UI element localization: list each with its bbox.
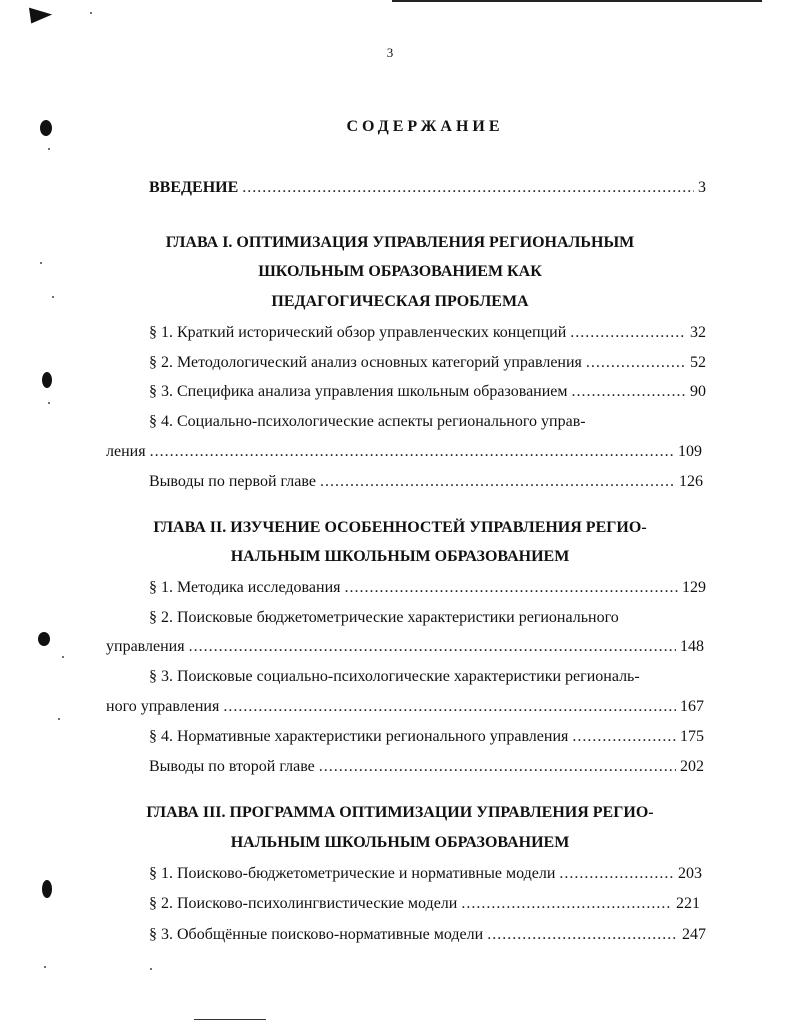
toc-entry-page: 52 <box>690 354 706 371</box>
binder-hole-3 <box>38 632 50 646</box>
chapter1-title-line3: ПЕДАГОГИЧЕСКАЯ ПРОБЛЕМА <box>271 293 529 310</box>
toc-entry-ch3-s1 <box>149 864 702 884</box>
leader-dots <box>559 864 674 884</box>
chapter2-title-line1: ГЛАВА II. ИЗУЧЕНИЕ ОСОБЕННОСТЕЙ УПРАВЛЕНИЯ РЕГИО- <box>153 519 647 536</box>
toc-entry-ch2-s2-line1: § 2. Поисковые бюджетометрические характеристики регионального <box>149 609 619 626</box>
binder-hole-2 <box>42 372 52 388</box>
toc-entry-ch2-conclusions <box>149 757 704 777</box>
toc-entry-ch1-conclusions <box>149 472 703 492</box>
toc-entry-label: § 1. Методика исследования <box>149 579 341 596</box>
chapter3-title-line2: НАЛЬНЫМ ШКОЛЬНЫМ ОБРАЗОВАНИЕМ <box>230 834 570 851</box>
scan-top-edge-line <box>392 0 762 2</box>
leader-dots <box>487 925 678 945</box>
toc-entry-label: § 1. Краткий исторический обзор управленческих концепций <box>149 324 567 341</box>
toc-entry-ch2-s2 <box>106 637 704 657</box>
toc-entry-ch1-s2 <box>149 353 706 373</box>
toc-entry-ch3-s2 <box>149 894 700 914</box>
toc-entry-page: 202 <box>680 758 704 775</box>
toc-entry-ch2-s4 <box>149 727 704 747</box>
leader-dots <box>319 757 676 777</box>
toc-entry-ch1-s3 <box>149 382 706 402</box>
scan-corner-mark <box>29 5 53 24</box>
toc-entry-page: 247 <box>682 926 706 943</box>
leader-dots <box>189 637 676 657</box>
chapter2-title-line2: НАЛЬНЫМ ШКОЛЬНЫМ ОБРАЗОВАНИЕМ <box>230 548 570 565</box>
toc-entry-ch1-s1 <box>149 323 706 343</box>
toc-entry-page: 221 <box>676 895 700 912</box>
leader-dots <box>320 472 675 492</box>
leader-dots <box>572 727 676 747</box>
scan-speck <box>62 656 64 658</box>
leader-dots <box>344 578 678 598</box>
leader-dots <box>586 353 686 373</box>
toc-entry-ch2-s1 <box>149 578 706 598</box>
toc-entry-label: управления <box>106 638 185 655</box>
toc-entry-page: 126 <box>679 473 703 490</box>
toc-entry-page: 109 <box>678 443 702 460</box>
scan-speck <box>90 12 92 14</box>
scan-speck <box>48 402 50 404</box>
toc-entry-ch1-s4-line1: § 4. Социально-психологические аспекты регионального управ- <box>149 413 586 430</box>
toc-entry-label: § 1. Поисково-бюджетометрические и нормативные модели <box>149 865 556 882</box>
scan-speck <box>48 148 50 150</box>
chapter1-title-line2: ШКОЛЬНЫМ ОБРАЗОВАНИЕМ КАК <box>258 263 542 280</box>
page-number: 3 <box>386 45 394 60</box>
scan-bottom-edge-line <box>194 1019 266 1020</box>
toc-entry-ch2-s3 <box>106 697 704 717</box>
scan-speck <box>150 968 152 970</box>
scan-speck <box>58 718 60 720</box>
toc-entry-label: Выводы по второй главе <box>149 758 315 775</box>
toc-entry-page: 175 <box>680 728 704 745</box>
toc-entry-label: § 4. Нормативные характеристики регионального управления <box>149 728 569 745</box>
toc-entry-label: § 3. Обобщённые поисково-нормативные модели <box>149 926 484 943</box>
toc-entry-label: ления <box>106 443 146 460</box>
toc-entry-label: § 2. Методологический анализ основных категорий управления <box>149 354 582 371</box>
toc-entry-page: 32 <box>690 324 706 341</box>
toc-entry-intro <box>149 178 706 198</box>
toc-entry-label: ного управления <box>106 698 220 715</box>
leader-dots <box>570 323 686 343</box>
toc-entry-page: 3 <box>698 179 706 196</box>
toc-entry-label: ВВЕДЕНИЕ <box>149 179 239 196</box>
toc-entry-label: Выводы по первой главе <box>149 473 316 490</box>
leader-dots <box>461 894 672 914</box>
toc-entry-page: 129 <box>682 579 706 596</box>
scan-speck <box>44 966 46 968</box>
leader-dots <box>572 382 686 402</box>
toc-entry-label: § 2. Поисково-психолингвистические модели <box>149 895 458 912</box>
toc-entry-ch1-s4 <box>106 442 702 462</box>
binder-hole-4 <box>42 880 52 898</box>
chapter1-title-line1: ГЛАВА I. ОПТИМИЗАЦИЯ УПРАВЛЕНИЯ РЕГИОНАЛЬНЫМ <box>165 234 635 251</box>
toc-entry-page: 167 <box>680 698 704 715</box>
leader-dots <box>242 178 694 198</box>
toc-entry-ch3-s3 <box>149 925 706 945</box>
leader-dots <box>223 697 676 717</box>
toc-title: СОДЕРЖАНИЕ <box>346 118 504 135</box>
toc-entry-page: 90 <box>690 383 706 400</box>
toc-entry-label: § 3. Специфика анализа управления школьным образованием <box>149 383 568 400</box>
toc-entry-page: 203 <box>678 865 702 882</box>
toc-entry-ch2-s3-line1: § 3. Поисковые социально-психологические характеристики региональ- <box>149 668 640 685</box>
chapter3-title-line1: ГЛАВА III. ПРОГРАММА ОПТИМИЗАЦИИ УПРАВЛЕНИЯ РЕГИО- <box>146 804 654 821</box>
leader-dots <box>150 442 674 462</box>
toc-entry-page: 148 <box>680 638 704 655</box>
